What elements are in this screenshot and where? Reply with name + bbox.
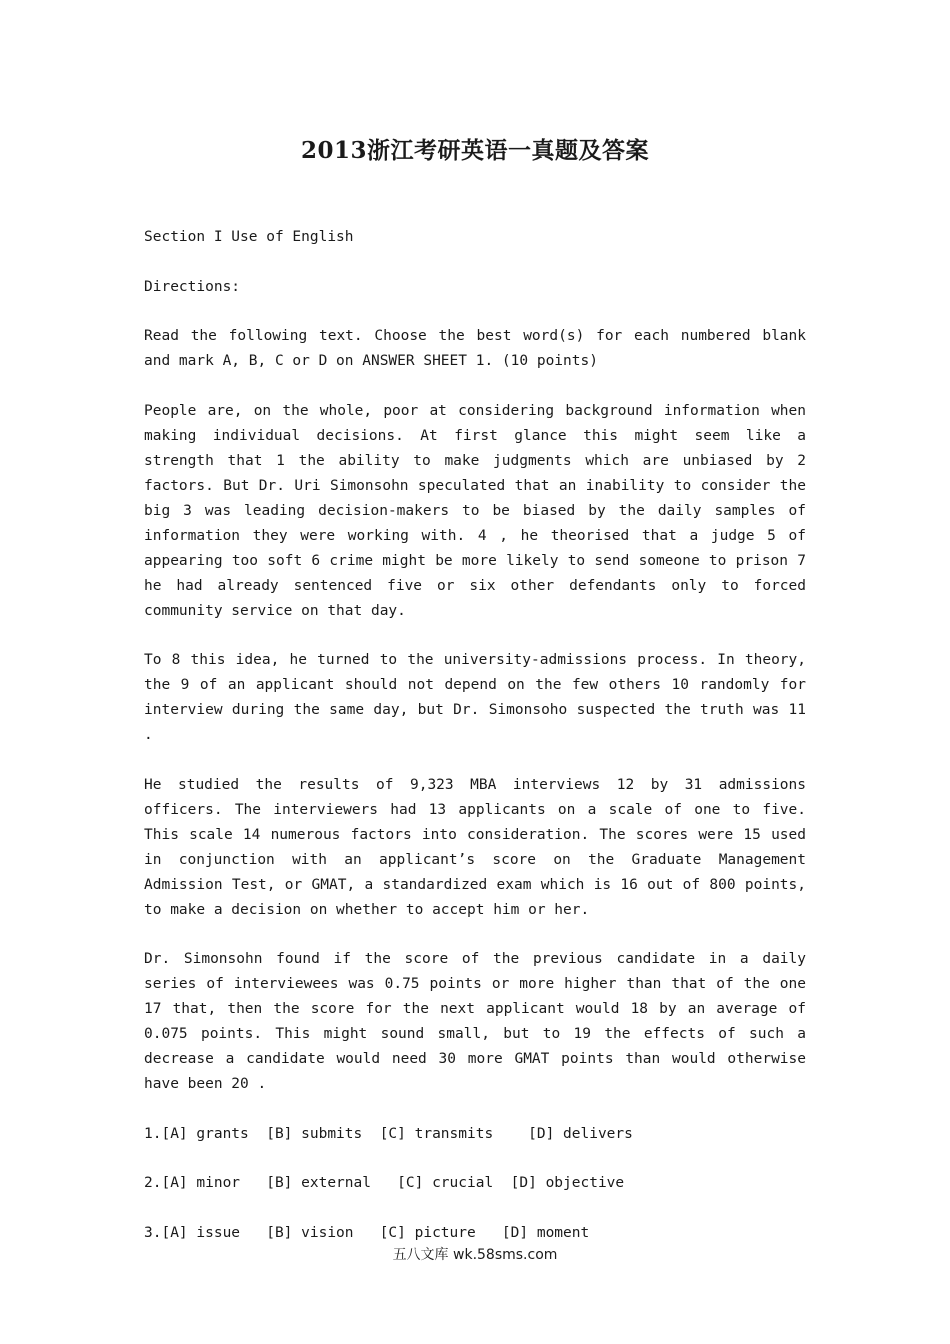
directions-text: Read the following text. Choose the best word(s) for each numbered blank and mark A, B, C or D on ANSWER SHEET 1. (10 points) <box>144 328 806 369</box>
footer-watermark: 五八文库 wk.58sms.com <box>392 1247 558 1263</box>
passage-paragraph: To 8 this idea, he turned to the university-admissions process. In theory, the 9 of an applicant should not depend on the few others 10 randomly for interview during the same day, but Dr. Simonsoho suspected the truth was 11 . <box>144 652 806 743</box>
passage-paragraph: He studied the results of 9,323 MBA interviews 12 by 31 admissions officers. The interviewers had 13 applicants on a scale of one to five. This scale 14 numerous factors into consideration. The scores were 15 used in conjunction with an applicant’s score on the Graduate Management Admission Test, or GMAT, a standardized exam which is 16 out of 800 points, to make a decision on whether to accept him or her. <box>144 776 806 918</box>
section-heading: Section I Use of English <box>144 229 354 245</box>
question-options: 1.[A] grants [B] submits [C] transmits [D] delivers <box>144 1125 633 1142</box>
page-title: 2013浙江考研英语一真题及答案 <box>300 137 649 164</box>
passage-paragraph: People are, on the whole, poor at considering background information when making individual decisions. At first glance this might seem like a strength that 1 the ability to make judgments which are unbiased by 2 factors. But Dr. Uri Simonsohn speculated that an inability to consider the big 3 was leading decision-makers to be biased by the daily samples of information they were working with. 4 , he theorised that a judge 5 of appearing too soft 6 crime might be more likely to send someone to prison 7 he had already sentenced five or six other defendants only to forced community service on that day. <box>144 402 806 619</box>
question-options: 2.[A] minor [B] external [C] crucial [D] objective <box>144 1175 625 1191</box>
document-body <box>144 225 806 1270</box>
passage-paragraph: Dr. Simonsohn found if the score of the previous candidate in a daily series of interviewees was 0.75 points or more higher than that of the one 17 that, then the score for the next applicant would 18 by an average of 0.075 points. This might sound small, but to 19 the effects of such a decrease a candidate would need 30 more GMAT points than would otherwise have been 20 . <box>144 951 806 1092</box>
question-options: 3.[A] issue [B] vision [C] picture [D] moment <box>144 1224 590 1241</box>
directions-label: Directions: <box>144 278 241 295</box>
